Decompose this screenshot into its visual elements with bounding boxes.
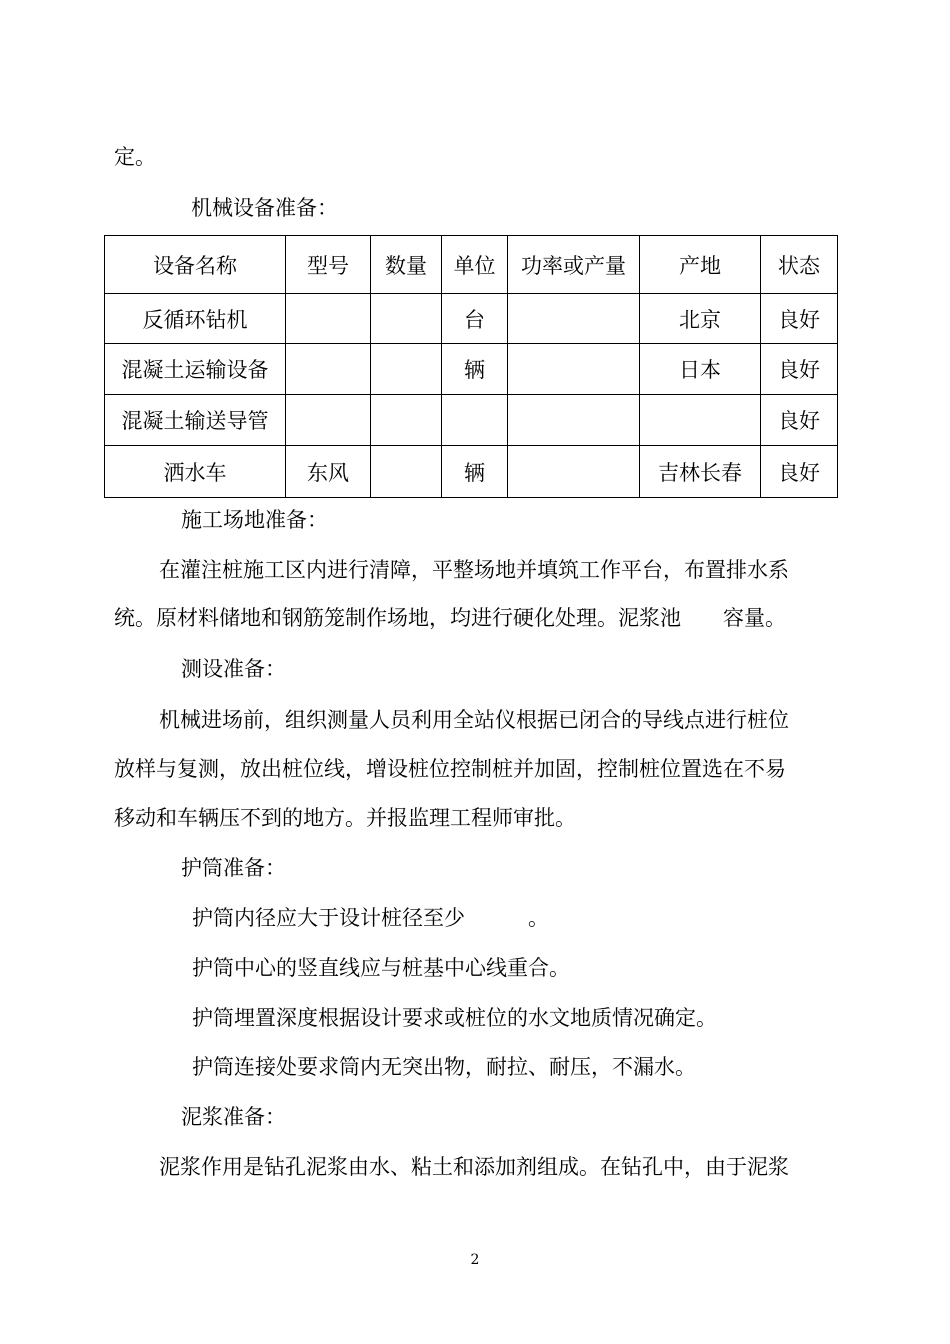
table-row: [105, 395, 838, 446]
paragraph-line: 泥浆作用是钻孔泥浆由水、粘土和添加剂组成。在钻孔中，由于泥浆: [159, 1155, 789, 1179]
table-header-cell: 型号: [286, 236, 371, 294]
paragraph-line: 移动和车辆压不到的地方。并报监理工程师审批。: [114, 806, 576, 830]
table-cell: 良好: [761, 395, 838, 446]
table-cell: 混凝土输送导管: [105, 395, 286, 446]
list-item: 护筒中心的竖直线应与桩基中心线重合。: [192, 956, 570, 980]
table-cell: [508, 344, 640, 395]
table-cell: [442, 395, 508, 446]
section-heading: 泥浆准备：: [181, 1105, 286, 1129]
equipment-table: [104, 235, 838, 498]
paragraph-line: 机械进场前，组织测量人员利用全站仪根据已闭合的导线点进行桩位: [159, 708, 789, 732]
table-cell: 台: [442, 294, 508, 344]
table-header-cell: 设备名称: [105, 236, 286, 294]
table-header-row: [105, 236, 838, 294]
table-cell: 北京: [640, 294, 761, 344]
list-item: 护筒埋置深度根据设计要求或桩位的水文地质情况确定。: [192, 1006, 717, 1030]
table-row: [105, 344, 838, 395]
table-header-cell: 功率或产量: [508, 236, 640, 294]
section-heading: 施工场地准备：: [181, 508, 328, 532]
table-cell: 良好: [761, 344, 838, 395]
table-cell: [508, 294, 640, 344]
paragraph-line: 在灌注桩施工区内进行清障，平整场地并填筑工作平台，布置排水系: [159, 558, 789, 582]
table-cell: [371, 294, 442, 344]
section-heading: 机械设备准备：: [191, 196, 338, 220]
table-header-cell: 状态: [761, 236, 838, 294]
table-cell: [286, 294, 371, 344]
table-cell: 洒水车: [105, 446, 286, 498]
section-heading: 测设准备：: [181, 657, 286, 681]
table-row: [105, 446, 838, 498]
table-header-cell: 单位: [442, 236, 508, 294]
table-cell: 辆: [442, 344, 508, 395]
table-cell: [371, 344, 442, 395]
paragraph-line: 统。原材料储地和钢筋笼制作场地，均进行硬化处理。泥浆池 容量。: [114, 606, 786, 630]
table-cell: 辆: [442, 446, 508, 498]
table-cell: 良好: [761, 294, 838, 344]
table-cell: [371, 395, 442, 446]
table-cell: 东风: [286, 446, 371, 498]
table-cell: 反循环钻机: [105, 294, 286, 344]
table-header-cell: 数量: [371, 236, 442, 294]
table-cell: 混凝土运输设备: [105, 344, 286, 395]
table-row: [105, 294, 838, 344]
table-cell: 吉林长春: [640, 446, 761, 498]
table-cell: [286, 395, 371, 446]
list-item: 护筒连接处要求筒内无突出物，耐拉、耐压，不漏水。: [192, 1055, 696, 1079]
list-item: 护筒内径应大于设计桩径至少 。: [192, 906, 549, 930]
table-cell: [371, 446, 442, 498]
table-header-cell: 产地: [640, 236, 761, 294]
table-cell: [508, 395, 640, 446]
table-cell: [286, 344, 371, 395]
table-cell: [640, 395, 761, 446]
text-line: 定。: [114, 145, 156, 169]
paragraph-line: 放样与复测，放出桩位线，增设桩位控制桩并加固，控制桩位置选在不易: [114, 757, 786, 781]
table-cell: 日本: [640, 344, 761, 395]
table-cell: [508, 446, 640, 498]
table-cell: 良好: [761, 446, 838, 498]
page-number: 2: [470, 1252, 480, 1268]
section-heading: 护筒准备：: [181, 856, 286, 880]
